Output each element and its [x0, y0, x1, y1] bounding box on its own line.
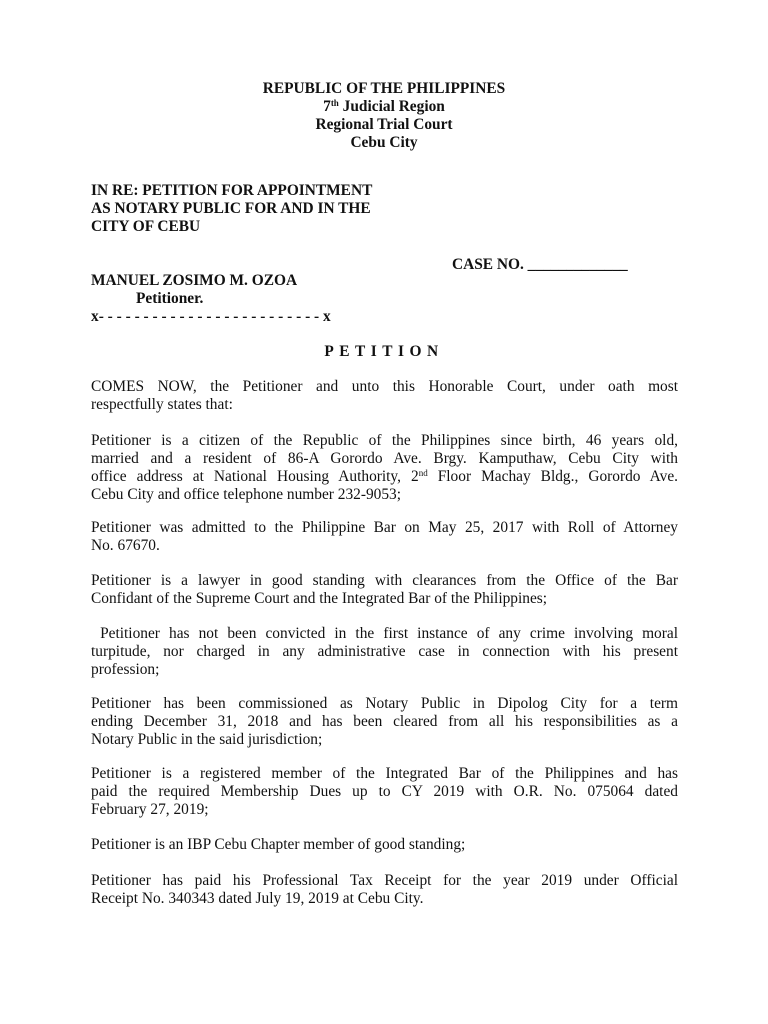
paragraph-tax-receipt: [91, 872, 678, 908]
paragraph-line: paid the required Membership Dues up to CY 2019 with O.R. No. 075064 dated: [91, 783, 678, 800]
in-re-line-3: CITY OF CEBU: [91, 218, 201, 235]
header-city: Cebu City: [350, 134, 418, 151]
header-court: Regional Trial Court: [315, 116, 453, 133]
paragraph-line: Petitioner was admitted to the Philippine Bar on May 25, 2017 with Roll of Attorney: [91, 519, 678, 536]
paragraph-line: February 27, 2019;: [91, 801, 209, 818]
paragraph-line: Petitioner has not been convicted in the first instance of any crime involving moral: [91, 625, 678, 642]
paragraph-line: Petitioner has been commissioned as Notary Public in Dipolog City for a term: [91, 695, 678, 712]
paragraph-no-conviction: [91, 625, 678, 679]
paragraph-bar-admission: [91, 519, 678, 555]
court-header: [0, 80, 768, 152]
paragraph-line: No. 67670.: [91, 537, 160, 554]
paragraph-line: profession;: [91, 661, 160, 678]
paragraph-line: married and a resident of 86-A Gorordo Ave. Brgy. Kamputhaw, Cebu City with: [91, 450, 678, 467]
caption-separator: x- - - - - - - - - - - - - - - - - - - - - - - - - x: [91, 308, 331, 325]
paragraph-ibp-cebu: [91, 836, 678, 854]
paragraph-line: Cebu City and office telephone number 232-9053;: [91, 486, 402, 503]
paragraph-citizenship: [91, 432, 678, 504]
paragraph-comes-now: [91, 378, 678, 414]
paragraph-line: Petitioner is a lawyer in good standing with clearances from the Office of the Bar: [91, 572, 678, 589]
paragraph-line: respectfully states that:: [91, 396, 233, 413]
paragraph-ibp-member: [91, 765, 678, 819]
paragraph-good-standing: [91, 572, 678, 608]
paragraph-line: Receipt No. 340343 dated July 19, 2019 at Cebu City.: [91, 890, 424, 907]
header-judicial-region: 7th Judicial Region: [323, 98, 445, 115]
paragraph-line: Petitioner is an IBP Cebu Chapter member of good standing;: [91, 836, 466, 853]
paragraph-commission: [91, 695, 678, 749]
in-re-line-1: IN RE: PETITION FOR APPOINTMENT: [91, 182, 373, 199]
paragraph-line: Petitioner is a citizen of the Republic of the Philippines since birth, 46 years old,: [91, 432, 678, 449]
paragraph-line: office address at National Housing Authority, 2nd Floor Machay Bldg., Gorordo Ave.: [91, 468, 678, 485]
paragraph-line: Notary Public in the said jurisdiction;: [91, 731, 323, 748]
paragraph-line: turpitude, nor charged in any administrative case in connection with his present: [91, 643, 678, 660]
in-re-line-2: AS NOTARY PUBLIC FOR AND IN THE: [91, 200, 371, 217]
paragraph-line: COMES NOW, the Petitioner and unto this Honorable Court, under oath most: [91, 378, 678, 395]
paragraph-line: Confidant of the Supreme Court and the Integrated Bar of the Philippines;: [91, 590, 548, 607]
case-number: CASE NO. _____________: [452, 256, 628, 273]
petitioner-name: MANUEL ZOSIMO M. OZOA: [91, 272, 298, 289]
header-republic: REPUBLIC OF THE PHILIPPINES: [262, 80, 506, 97]
paragraph-line: Petitioner has paid his Professional Tax Receipt for the year 2019 under Official: [91, 872, 678, 889]
paragraph-line: Petitioner is a registered member of the Integrated Bar of the Philippines and has: [91, 765, 678, 782]
petitioner-label: Petitioner.: [136, 290, 204, 307]
paragraph-line: ending December 31, 2018 and has been cleared from all his responsibilities as a: [91, 713, 678, 730]
petition-title: PETITION: [324, 343, 444, 360]
